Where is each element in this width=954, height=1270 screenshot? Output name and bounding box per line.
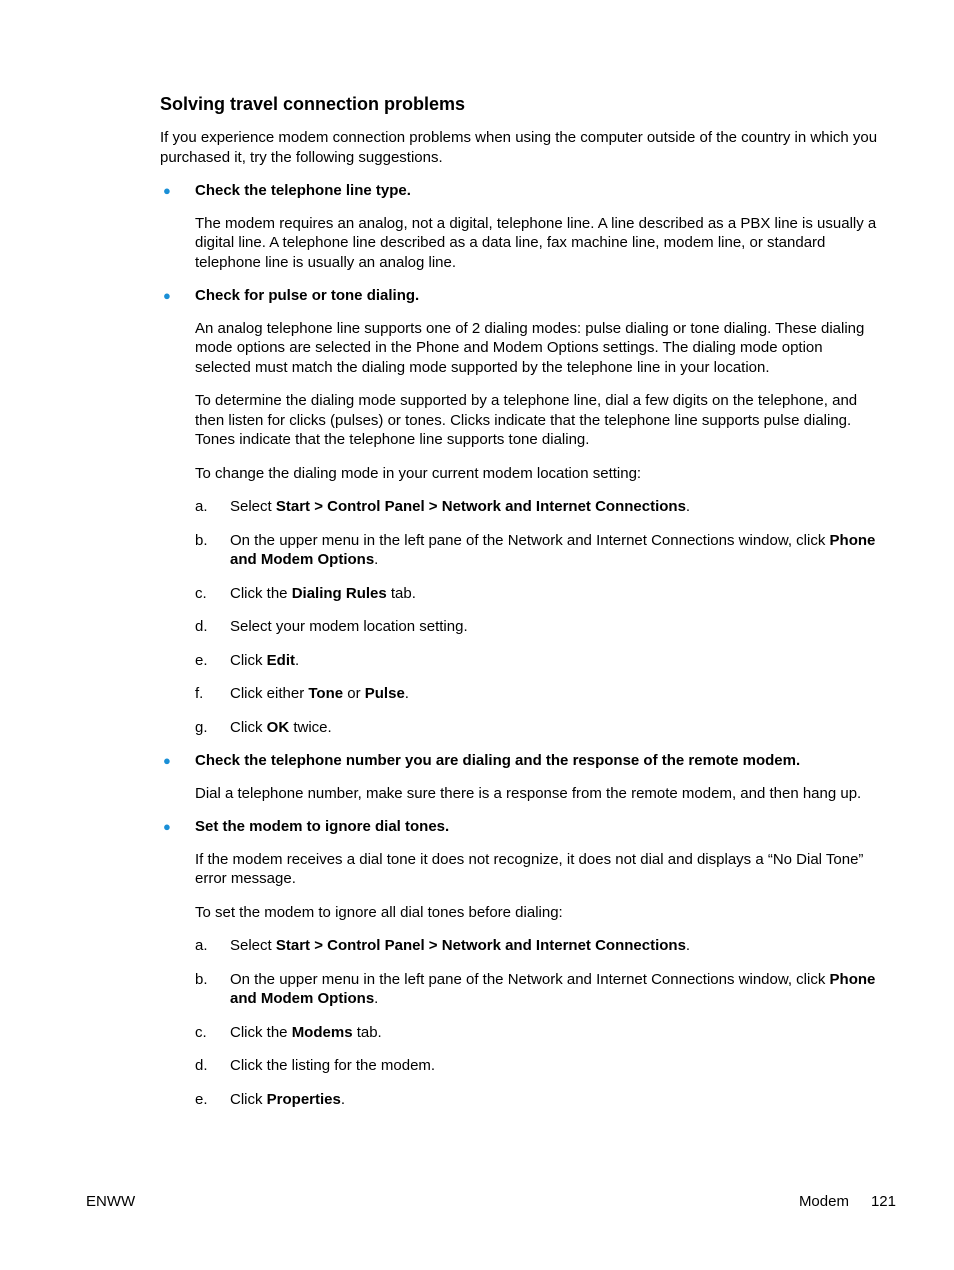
step-item <box>195 531 880 570</box>
step-text: Select <box>230 937 276 954</box>
paragraph: If the modem receives a dial tone it does not recognize, it does not dial and displays a “No Dial Tone” error message. <box>195 850 864 887</box>
paragraph: To set the modem to ignore all dial tones before dialing: <box>195 903 563 921</box>
step-bold: Properties <box>266 1090 341 1108</box>
step-bold: Pulse <box>364 685 405 702</box>
step-bold: Phone and Modem Options <box>230 970 876 1007</box>
step-bold: Tone <box>308 685 344 702</box>
footer-section-name: Modem <box>798 1193 849 1210</box>
step-letter: c. <box>195 584 207 602</box>
step-bold: Modems <box>291 1023 353 1041</box>
paragraph: To determine the dialing mode supported by a telephone line, dial a few digits on the telephone, and then listen for clicks (pulses) or tones. Clicks indicate that the telephone line supports pulse dialing. Tones indicate that the telephone line supports tone dialing. <box>195 392 858 448</box>
footer-right <box>799 1192 896 1211</box>
bullet-heading: Check the telephone line type. <box>195 182 411 199</box>
step-text: . <box>340 1090 346 1108</box>
bullet-icon: ● <box>163 753 171 768</box>
paragraph: The modem requires an analog, not a digital, telephone line. A line described as a PBX line is usually a digital line. A telephone line described as a data line, fax machine line, modem line, or standard telephone line is usually an analog line. <box>195 214 877 271</box>
step-text: Click the listing for the modem. <box>230 1057 436 1074</box>
step-item <box>195 970 880 1009</box>
bullet-heading: Check the telephone number you are dialing and the response of the remote modem. <box>195 752 801 769</box>
bullet-ignore-dial-tones <box>160 817 880 1109</box>
step-text: Select <box>230 498 276 515</box>
step-text: . <box>685 937 691 954</box>
step-item <box>195 1023 880 1043</box>
footer-left-label: ENWW <box>86 1193 136 1210</box>
step-text: On the upper menu in the left pane of the Network and Internet Connections window, click <box>230 531 830 549</box>
paragraph: An analog telephone line supports one of 2 dialing modes: pulse dialing or tone dialing. These dialing mode options are selected in the Phone and Modem Options settings. The dialing mode option selected must match the dialing mode supported by the telephone line in your location. <box>195 319 865 376</box>
step-text: Click <box>230 1090 267 1108</box>
step-letter: a. <box>195 498 208 515</box>
step-item <box>195 497 880 517</box>
step-text: Click <box>230 718 267 736</box>
step-text: tab. <box>386 584 416 602</box>
step-letter: e. <box>195 1090 208 1108</box>
paragraph: To change the dialing mode in your current modem location setting: <box>195 464 642 482</box>
bullet-heading: Set the modem to ignore dial tones. <box>195 818 450 835</box>
bullet-line-type <box>160 181 880 272</box>
bullet-icon: ● <box>163 183 171 198</box>
step-letter: b. <box>195 531 208 549</box>
step-item <box>195 617 880 637</box>
page-content <box>160 93 880 1123</box>
step-text: Click the <box>230 584 292 602</box>
step-item <box>195 718 880 738</box>
step-letter: d. <box>195 618 208 635</box>
step-letter: f. <box>195 685 204 702</box>
step-item <box>195 1090 880 1110</box>
step-list <box>195 497 880 737</box>
step-text: twice. <box>289 718 332 736</box>
section-title: Solving travel connection problems <box>160 94 466 114</box>
paragraph: Dial a telephone number, make sure there is a response from the remote modem, and then hang up. <box>195 784 862 802</box>
step-text: On the upper menu in the left pane of the Network and Internet Connections window, click <box>230 970 830 988</box>
step-bold: Edit <box>266 651 296 669</box>
step-text: . <box>404 685 409 702</box>
intro-paragraph: If you experience modem connection problems when using the computer outside of the country in which you purchased it, try the following suggestions. <box>160 129 878 166</box>
step-item <box>195 651 880 671</box>
step-list <box>195 936 880 1109</box>
step-text: tab. <box>352 1023 382 1041</box>
page-number: 121 <box>870 1193 896 1210</box>
step-text: . <box>374 990 379 1007</box>
step-bold: Start > Control Panel > Network and Internet Connections <box>275 498 686 515</box>
step-item <box>195 584 880 604</box>
step-text: or <box>343 685 365 702</box>
step-text: . <box>295 651 300 669</box>
step-item <box>195 936 880 956</box>
step-letter: d. <box>195 1057 208 1074</box>
step-text: Select your modem location setting. <box>230 618 468 635</box>
step-item <box>195 1056 880 1076</box>
step-text: . <box>685 498 691 515</box>
step-bold: Dialing Rules <box>291 584 387 602</box>
step-text: Click the <box>230 1023 292 1041</box>
step-letter: a. <box>195 937 208 954</box>
step-letter: e. <box>195 651 208 669</box>
step-letter: g. <box>195 718 208 736</box>
bullet-icon: ● <box>163 288 171 303</box>
bullet-icon: ● <box>163 819 171 834</box>
bullet-number-response <box>160 751 880 803</box>
step-letter: c. <box>195 1023 207 1041</box>
step-text: Click <box>230 651 267 669</box>
step-bold: OK <box>266 718 290 736</box>
step-item <box>195 684 880 704</box>
bullet-pulse-tone <box>160 286 880 737</box>
step-text: . <box>374 551 379 568</box>
step-bold: Start > Control Panel > Network and Internet Connections <box>275 937 686 954</box>
step-letter: b. <box>195 970 208 988</box>
step-text: Click either <box>230 685 309 702</box>
bullet-heading: Check for pulse or tone dialing. <box>195 287 420 304</box>
step-bold: Phone and Modem Options <box>230 531 876 568</box>
